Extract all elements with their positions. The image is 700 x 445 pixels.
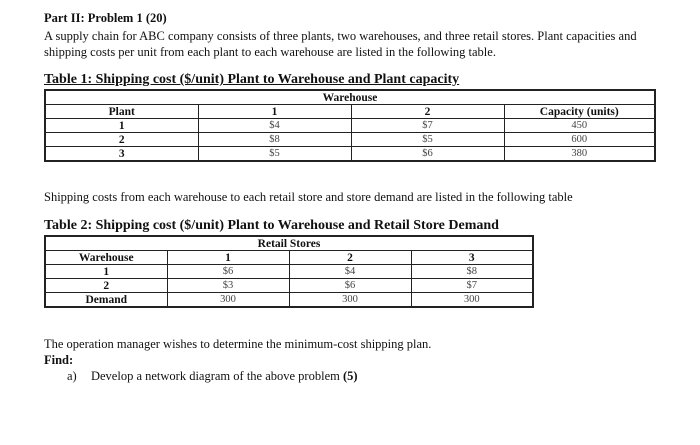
table-row: [45, 147, 655, 162]
table-row: [45, 119, 655, 133]
table2-s1-cell: $3: [167, 279, 289, 293]
part-heading: Part II: Problem 1 (20): [44, 11, 167, 25]
table1-w2-cell: $6: [351, 147, 504, 162]
table2-warehouse-cell: 1: [45, 265, 167, 279]
table2-col-s1: 1: [167, 251, 289, 265]
table2-col-s2: 2: [289, 251, 411, 265]
table2-demand-row: [45, 293, 533, 308]
table1-col-w2: 2: [351, 105, 504, 119]
table1-w1-cell: $4: [198, 119, 351, 133]
table2-s2-cell: $6: [289, 279, 411, 293]
table-row: [45, 133, 655, 147]
table1-w2-cell: $5: [351, 133, 504, 147]
item-a-marker: a): [67, 369, 77, 383]
table1-col-plant: Plant: [45, 105, 198, 119]
table1-w1-cell: $5: [198, 147, 351, 162]
mid-text: Shipping costs from each warehouse to each retail store and store demand are listed in the following table: [44, 190, 573, 204]
table2-col-warehouse: Warehouse: [45, 251, 167, 265]
find-label: Find:: [44, 353, 74, 367]
table2-s1-cell: $6: [167, 265, 289, 279]
table2-s3-cell: $7: [411, 279, 533, 293]
table2-warehouse-cell: 2: [45, 279, 167, 293]
table1-plant-warehouse: [44, 89, 656, 162]
table2-demand-s3: 300: [411, 293, 533, 308]
table-row: [45, 279, 533, 293]
table2-warehouse-store: [44, 235, 534, 308]
objective-text: The operation manager wishes to determine the minimum-cost shipping plan.: [44, 337, 432, 351]
table1-group-header: Warehouse: [45, 90, 655, 105]
table2-header-row: [45, 251, 533, 265]
table2-caption: Table 2: Shipping cost ($/unit) Plant to Warehouse and Retail Store Demand: [44, 218, 499, 233]
item-a-points: (5): [342, 369, 358, 383]
table1-col-capacity: Capacity (units): [504, 105, 655, 119]
table1-caption: Table 1: Shipping cost ($/unit) Plant to Warehouse and Plant capacity: [44, 72, 460, 87]
table1-col-w1: 1: [198, 105, 351, 119]
intro-line-1: A supply chain for ABC company consists of three plants, two warehouses, and three retail stores. Plant capacities and: [44, 29, 637, 43]
table1-plant-cell: 2: [45, 133, 198, 147]
table1-w2-cell: $7: [351, 119, 504, 133]
table2-group-row: [45, 236, 533, 251]
table1-capacity-cell: 600: [504, 133, 655, 147]
table2-demand-s2: 300: [289, 293, 411, 308]
item-a-text: Develop a network diagram of the above problem: [90, 369, 340, 383]
table1-plant-cell: 3: [45, 147, 198, 162]
table1-capacity-cell: 450: [504, 119, 655, 133]
table-row: [45, 265, 533, 279]
table2-s3-cell: $8: [411, 265, 533, 279]
table1-group-row: [45, 90, 655, 105]
intro-paragraph: [44, 28, 694, 60]
table2-demand-label: Demand: [45, 293, 167, 308]
table1-capacity-cell: 380: [504, 147, 655, 162]
intro-line-2: shipping costs per unit from each plant to each warehouse are listed in the following table.: [44, 45, 496, 59]
table2-s2-cell: $4: [289, 265, 411, 279]
table1-w1-cell: $8: [198, 133, 351, 147]
table1-header-row: [45, 105, 655, 119]
table2-group-header: Retail Stores: [45, 236, 533, 251]
table1-plant-cell: 1: [45, 119, 198, 133]
item-a: [67, 369, 358, 384]
table2-col-s3: 3: [411, 251, 533, 265]
table2-demand-s1: 300: [167, 293, 289, 308]
